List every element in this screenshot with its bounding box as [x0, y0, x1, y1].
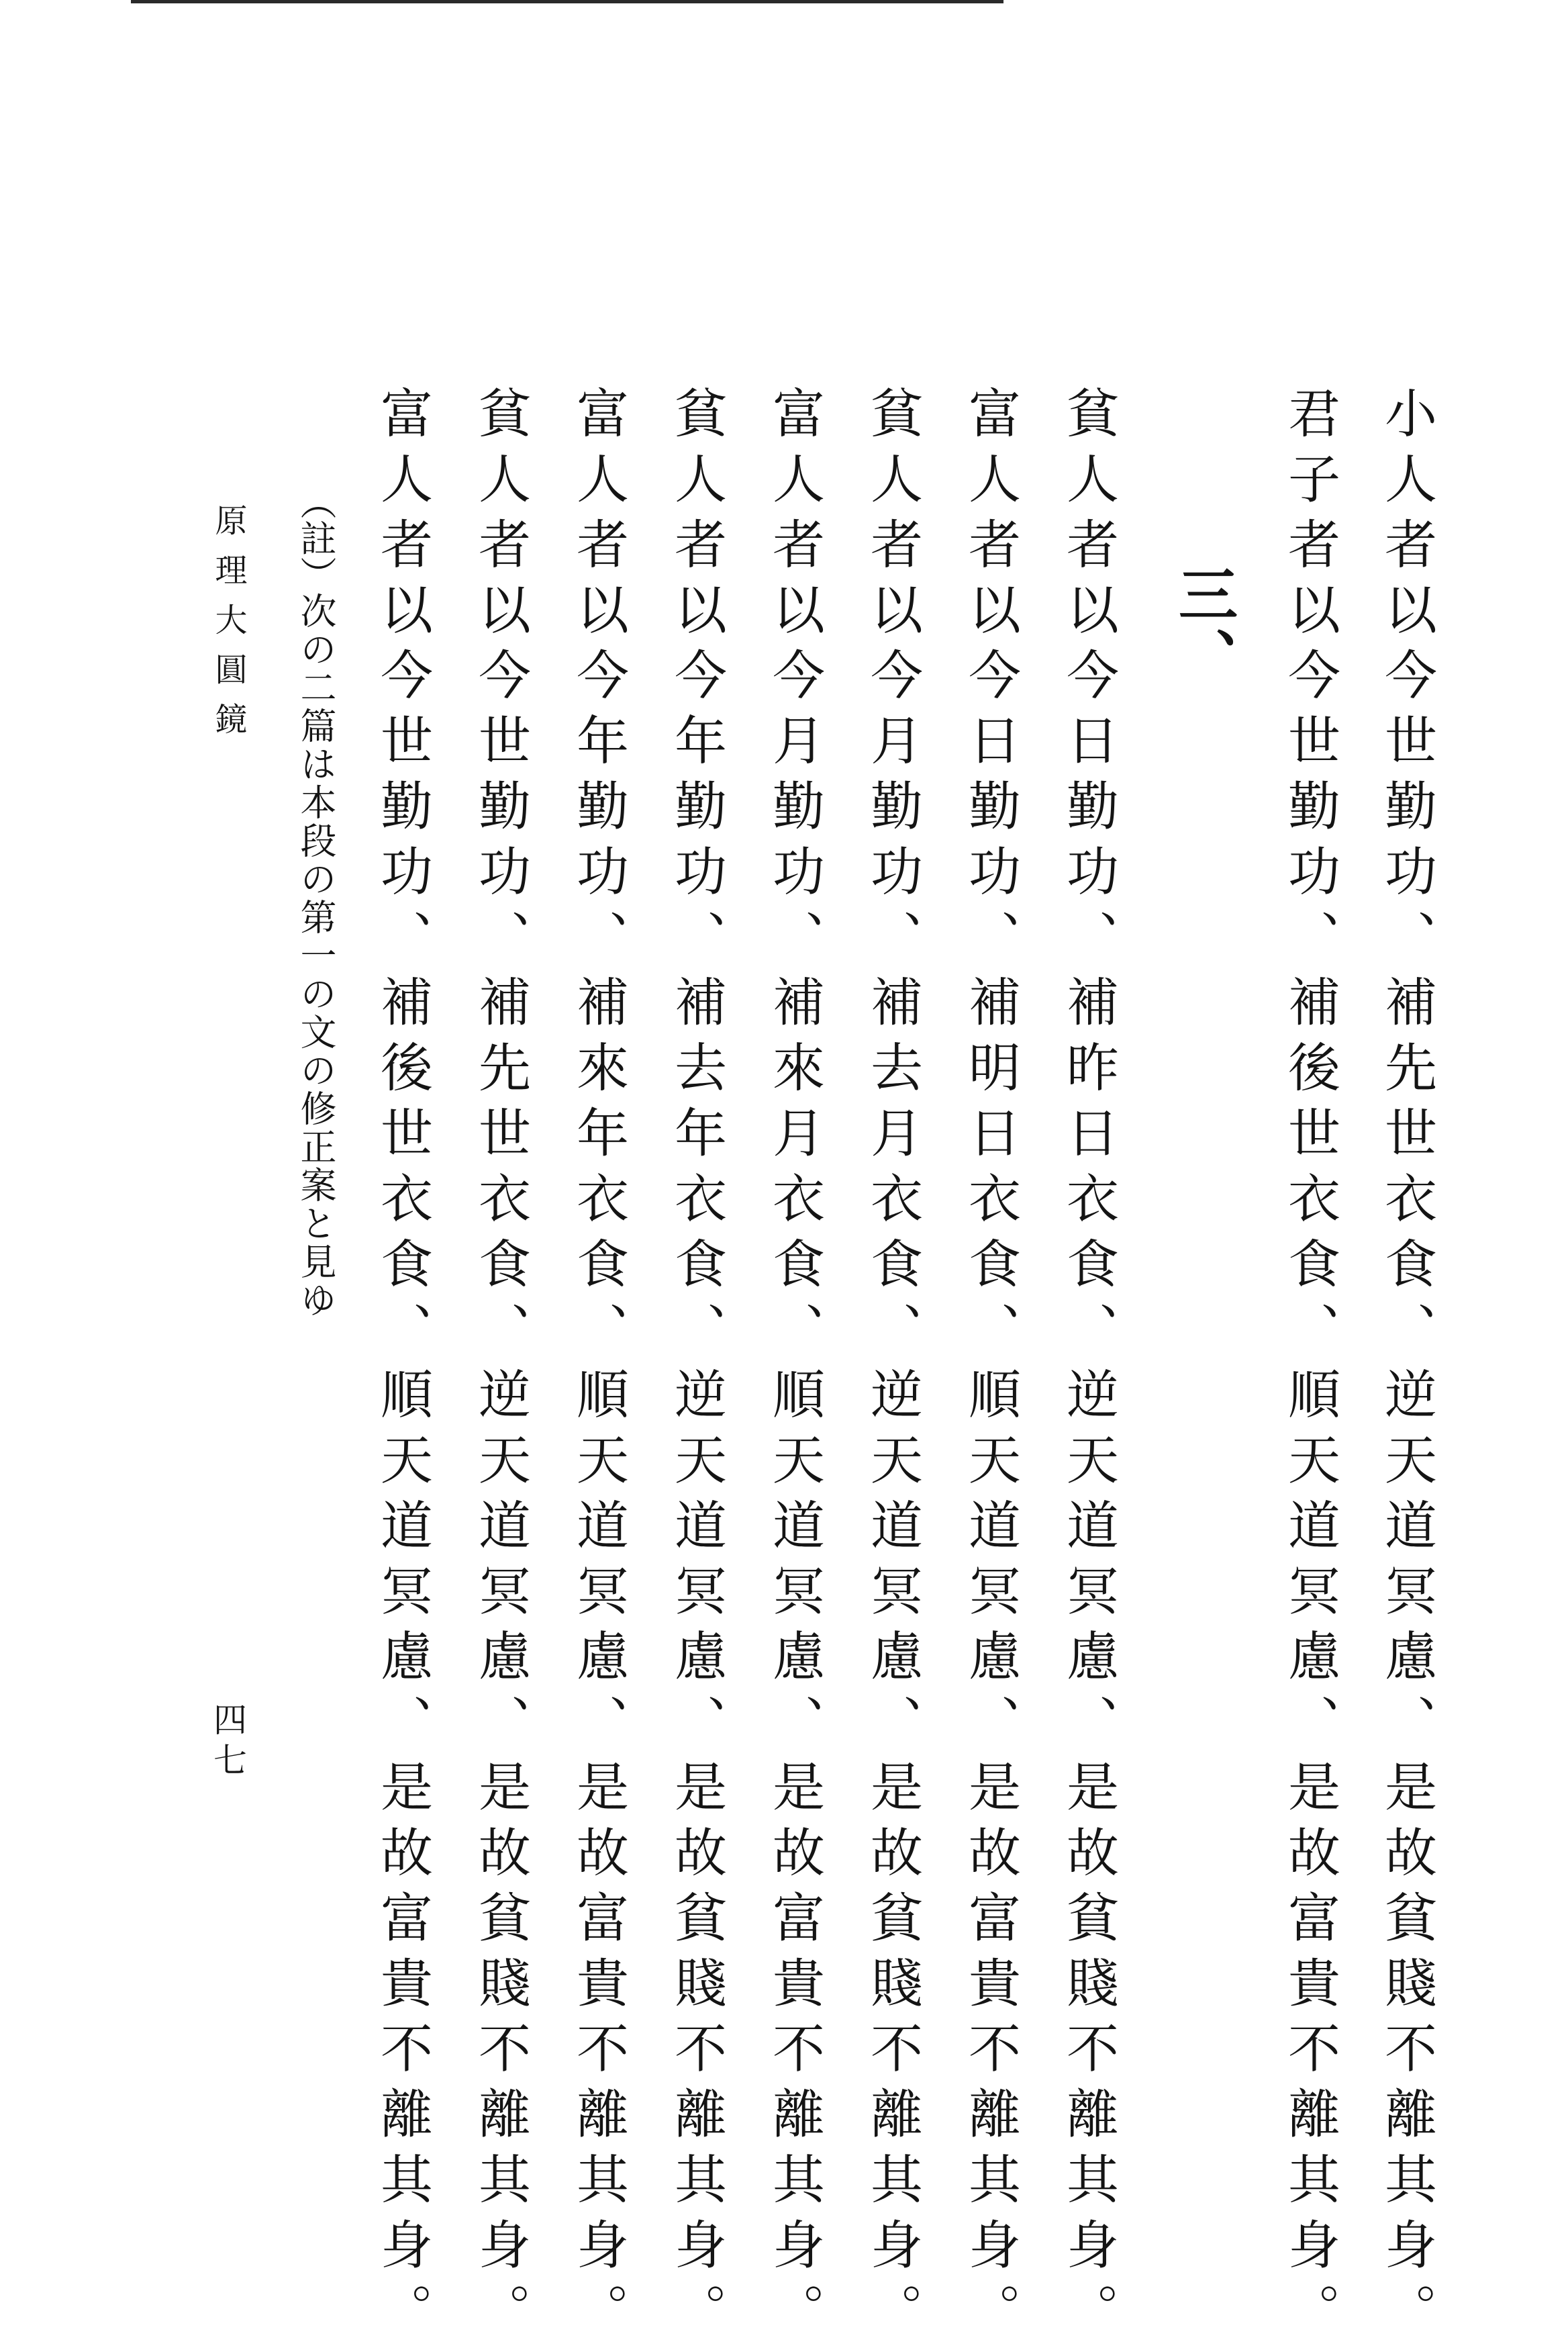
text-line-10: 富人者以今世勤功、補後世衣食、順天道冥慮、是故富貴不離其身。	[372, 386, 432, 2348]
text-line-1: 小人者以今世勤功、補先世衣食、逆天道冥慮、是故貧賤不離其身。	[1376, 386, 1436, 2348]
text-line-8: 富人者以今年勤功、補來年衣食、順天道冥慮、是故富貴不離其身。	[568, 386, 628, 2348]
footnote	[292, 483, 337, 1319]
text-line-3: 貧人者以今日勤功、補昨日衣食、逆天道冥慮、是故貧賤不離其身。	[1058, 386, 1118, 2348]
section-number: 三、	[1169, 564, 1239, 690]
top-rule	[131, 0, 1003, 3]
footnote-text: 次の二篇は本段の第一の文の修正案と見ゆ	[295, 592, 337, 1319]
text-line-6: 富人者以今月勤功、補來月衣食、順天道冥慮、是故富貴不離其身。	[764, 386, 824, 2348]
text-line-2: 君子者以今世勤功、補後世衣食、順天道冥慮、是故富貴不離其身。	[1279, 386, 1340, 2348]
running-title: 原理大圓鏡	[209, 504, 247, 752]
text-line-9: 貧人者以今世勤功、補先世衣食、逆天道冥慮、是故貧賤不離其身。	[470, 386, 530, 2348]
footnote-label: （註）	[295, 483, 337, 592]
text-line-4: 富人者以今日勤功、補明日衣食、順天道冥慮、是故富貴不離其身。	[960, 386, 1020, 2348]
text-line-7: 貧人者以今年勤功、補去年衣食、逆天道冥慮、是故貧賤不離其身。	[666, 386, 726, 2348]
page-number: 四七	[208, 1702, 247, 1783]
text-line-5: 貧人者以今月勤功、補去月衣食、逆天道冥慮、是故貧賤不離其身。	[862, 386, 922, 2348]
